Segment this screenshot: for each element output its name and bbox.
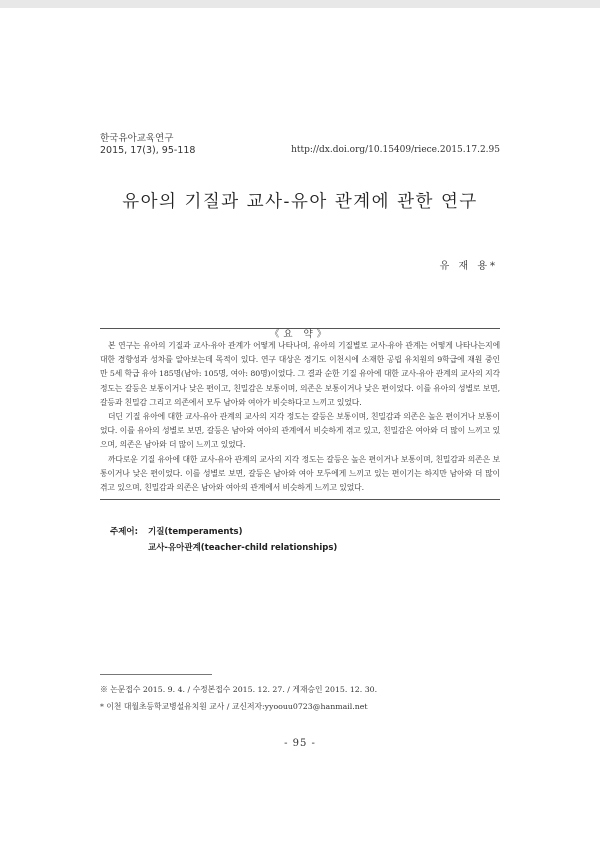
keyword-item: 기질(temperaments)	[148, 527, 243, 537]
page-number: - 95 -	[284, 738, 316, 749]
journal-header	[100, 133, 195, 157]
footnote-author: * 이천 대월초등학교병설유치원 교사 / 교신저자:yyoouu0723@hanmail.net	[100, 702, 368, 711]
journal-name: 한국유아교육연구	[100, 133, 174, 144]
doi-link[interactable]: http://dx.doi.org/10.15409/riece.2015.17.2.95	[291, 145, 500, 155]
keywords-label: 주제어:	[110, 527, 139, 537]
journal-issue: 2015, 17(3), 95-118	[100, 145, 196, 156]
author-name: 유 재 용*	[439, 261, 498, 272]
abstract-body	[100, 339, 500, 495]
abstract-paragraph: 까다로운 기질 유아에 대한 교사-유아 관계의 교사의 지각 정도는 갈등은 높은 편이거나 보통이며, 친밀감과 의존은 보통이거나 낮은 편이었다. 이를 성별로 보면, 갈등은 남아와 여아 모두에게 느끼고 있는 편이기는 하지만 남아와 더 많이 겪고 있으며, 친밀감과 의존은 남아와 여아의 관계에서 비슷하게 느끼고 있었다.	[100, 454, 500, 493]
abstract-paragraph: 본 연구는 유아의 기질과 교사-유아 관계가 어떻게 나타나며, 유아의 기질별로 교사-유아 관계는 어떻게 나타나는지에 대한 경향성과 성차를 알아보는데 목적이 있다. 연구 대상은 경기도 이천시에 소재한 공립 유치원의 9학급에 재원 중인 만 5세 학급 유아 185명(남아: 105명, 여아: 80명)이었다. 그 결과 순한 기질 유아에 대한 교사-유아 관계의 교사의 지각 정도는 갈등은 보통이거나 낮은 편이고, 친밀감은 보통이며, 의존은 보통이거나 낮은 편이었다. 이를 유아의 성별로 보면, 갈등과 친밀감 그리고 의존에서 모두 남아와 여아가 비슷하다고 느끼고 있었다.	[100, 341, 500, 407]
footnote-divider	[100, 674, 212, 675]
abstract-paragraph: 더딘 기질 유아에 대한 교사-유아 관계의 교사의 지각 정도는 갈등은 보통이며, 친밀감과 의존은 높은 편이거나 보통이었다. 이를 유아의 성별로 보면, 갈등은 남아와 여아의 관계에서 비슷하게 겪고 있고, 친밀감은 여아와 더 많이 느끼고 있으며, 의존은 남아와 더 많이 느끼고 있었다.	[100, 412, 500, 450]
paper-title: 유아의 기질과 교사-유아 관계에 관한 연구	[122, 192, 478, 212]
footnotes	[100, 681, 377, 715]
keyword-item: 교사-유아관계(teacher-child relationships)	[148, 543, 338, 553]
abstract-heading: 《요 약》	[262, 329, 338, 340]
footnote-dates: ※ 논문접수 2015. 9. 4. / 수정본접수 2015. 12. 27. / 게재승인 2015. 12. 30.	[100, 685, 378, 694]
keywords-section	[110, 524, 337, 556]
abstract-heading-rule	[100, 322, 500, 340]
abstract-section	[100, 322, 500, 500]
top-margin-bar	[0, 0, 600, 8]
abstract-bottom-rule	[100, 499, 500, 500]
